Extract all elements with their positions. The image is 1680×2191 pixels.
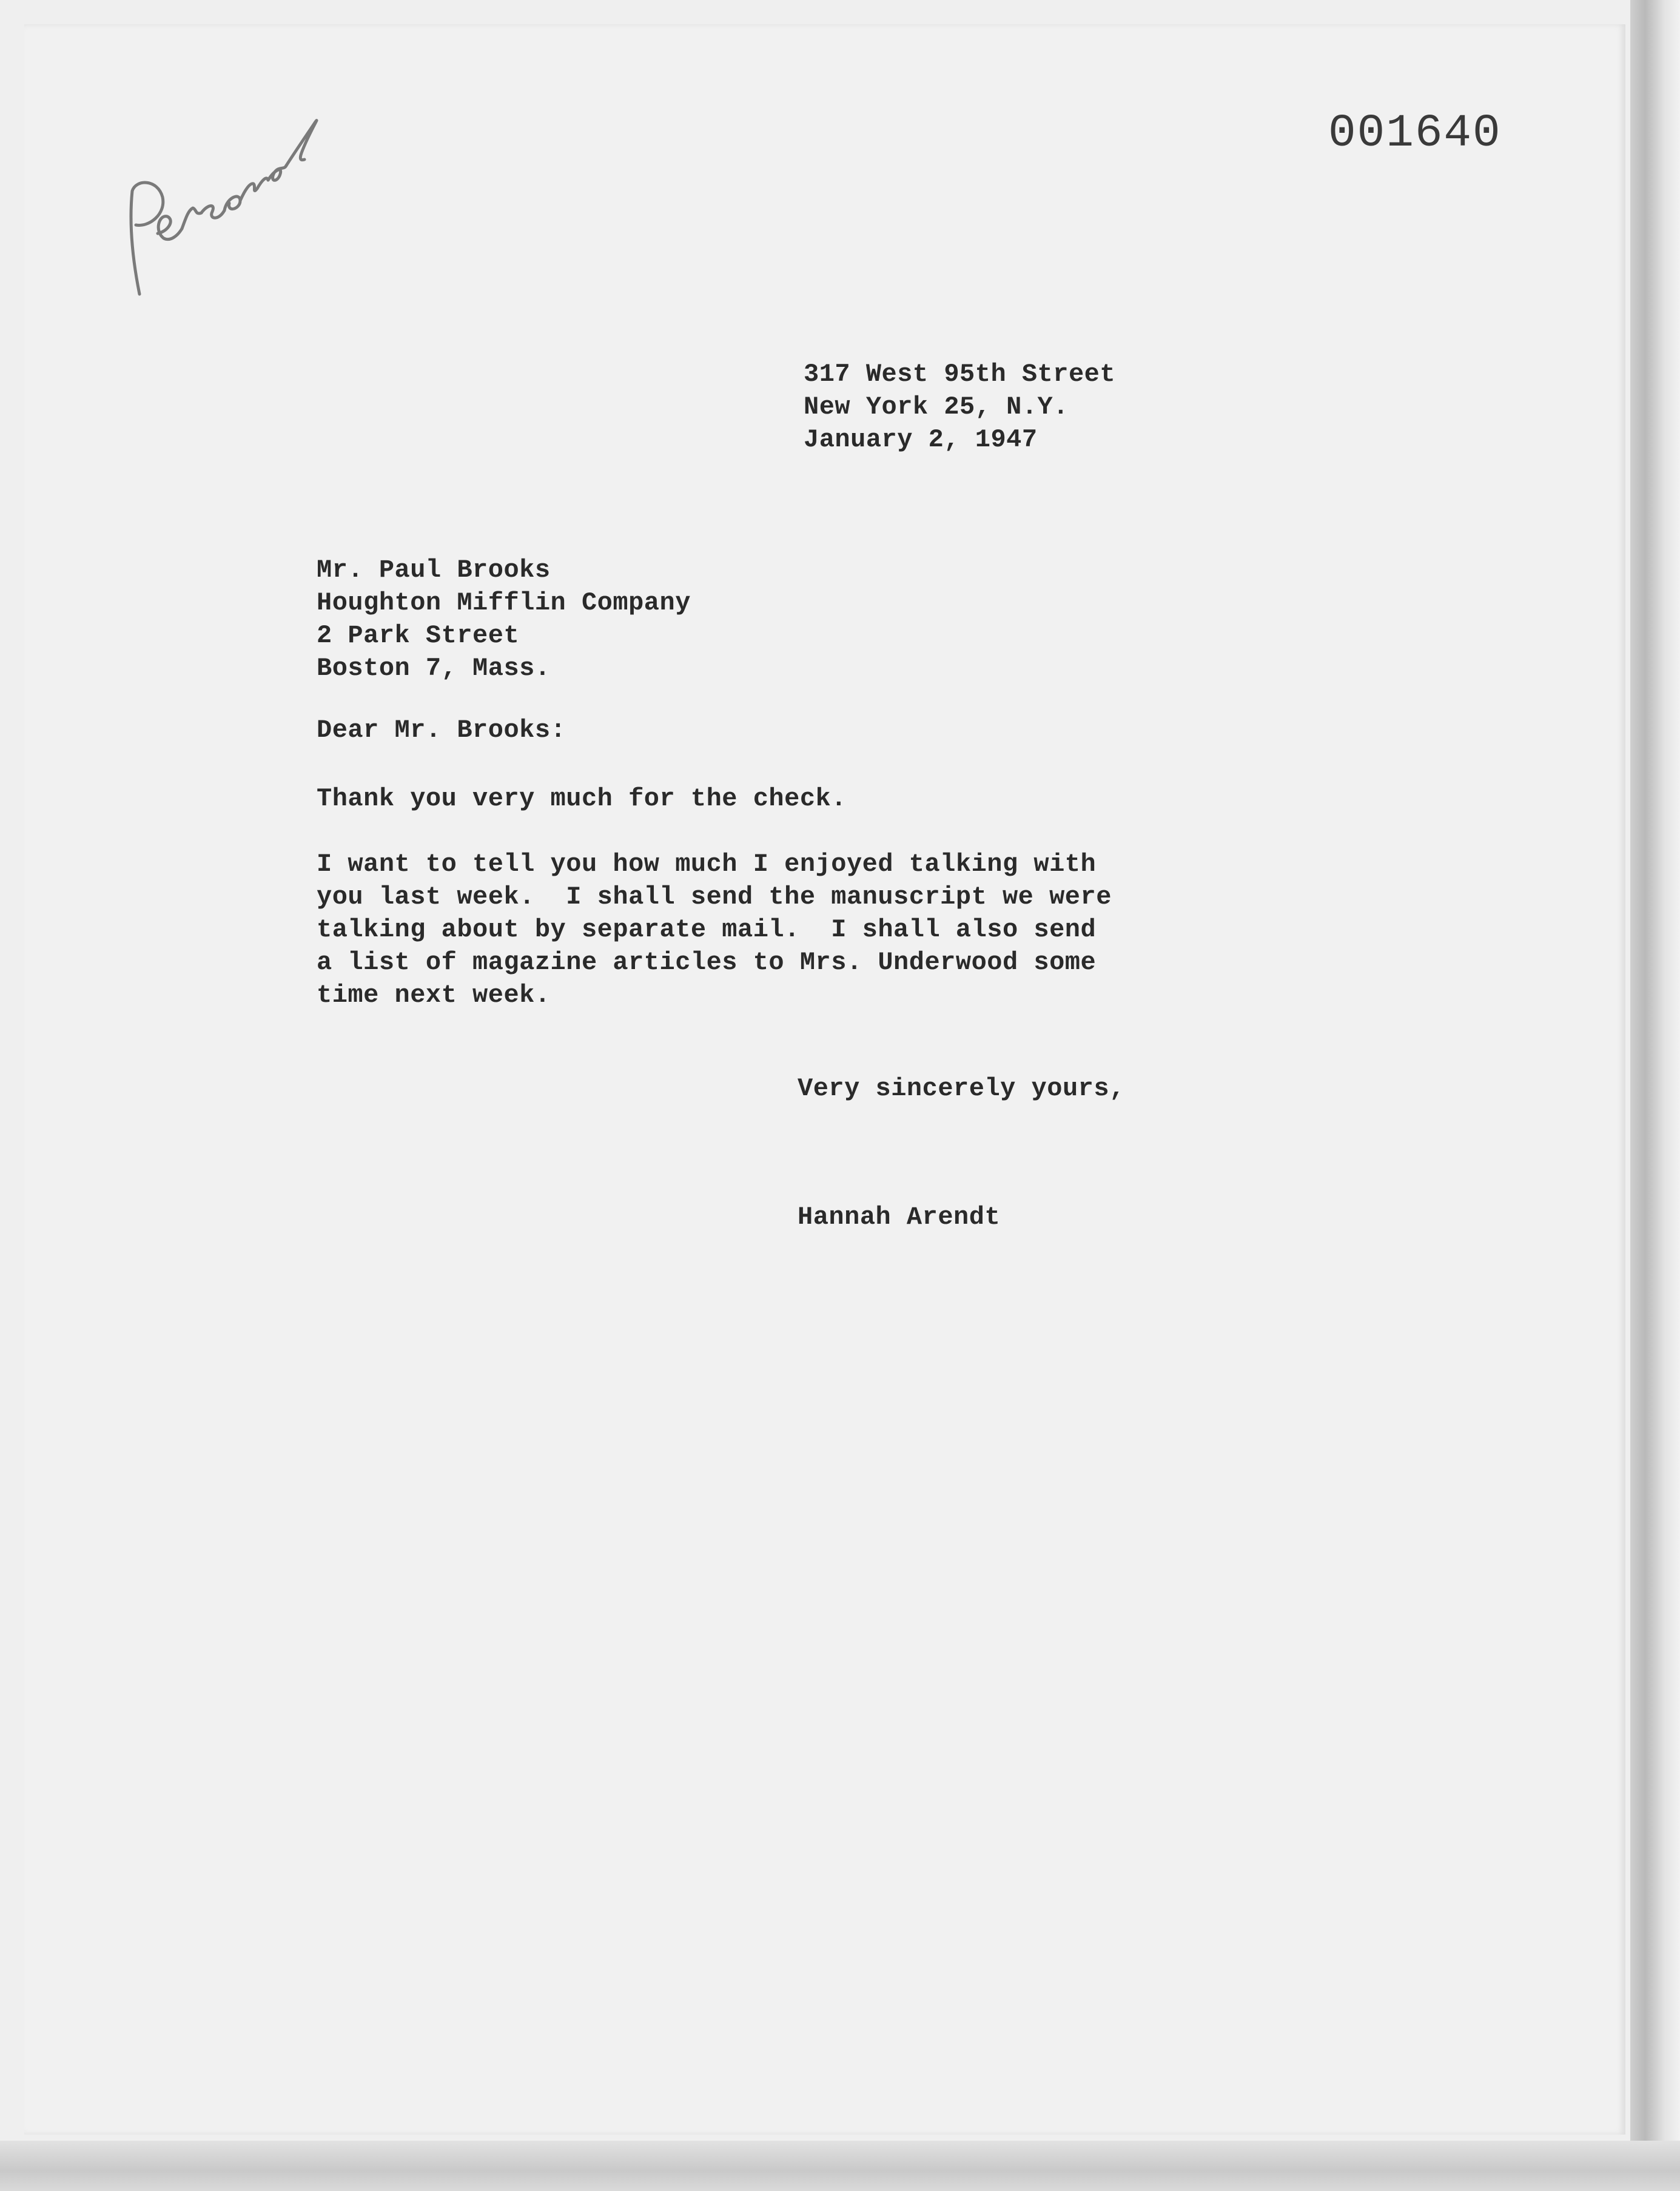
scan-edge-right <box>1630 0 1680 2191</box>
scan-edge-bottom <box>0 2141 1680 2191</box>
body-line: you last week. I shall send the manuscript we were <box>317 882 1112 911</box>
recipient-company: Houghton Mifflin Company <box>317 588 691 617</box>
body-line: a list of magazine articles to Mrs. Underwood some <box>317 948 1097 977</box>
body-line: talking about by separate mail. I shall also send <box>317 915 1097 944</box>
handwritten-note-personal <box>115 112 334 318</box>
body-line: Thank you very much for the check. <box>317 784 847 813</box>
body-paragraph-1 <box>317 782 847 815</box>
recipient-name: Mr. Paul Brooks <box>317 555 551 585</box>
closing: Very sincerely yours, <box>798 1074 1125 1103</box>
document-number: 001640 <box>1328 107 1502 159</box>
recipient-city: Boston 7, Mass. <box>317 654 551 683</box>
signature-name: Hannah Arendt <box>798 1203 1001 1232</box>
body-line: I want to tell you how much I enjoyed talking with <box>317 850 1097 879</box>
sender-city: New York 25, N.Y. <box>804 392 1069 421</box>
body-line: time next week. <box>317 981 551 1010</box>
sender-address <box>804 358 1115 456</box>
sender-street: 317 West 95th Street <box>804 360 1116 389</box>
salutation: Dear Mr. Brooks: <box>317 716 566 745</box>
letter-date: January 2, 1947 <box>804 425 1038 454</box>
body-paragraph-2 <box>317 848 1112 1012</box>
recipient-address <box>317 554 691 685</box>
recipient-street: 2 Park Street <box>317 621 520 650</box>
